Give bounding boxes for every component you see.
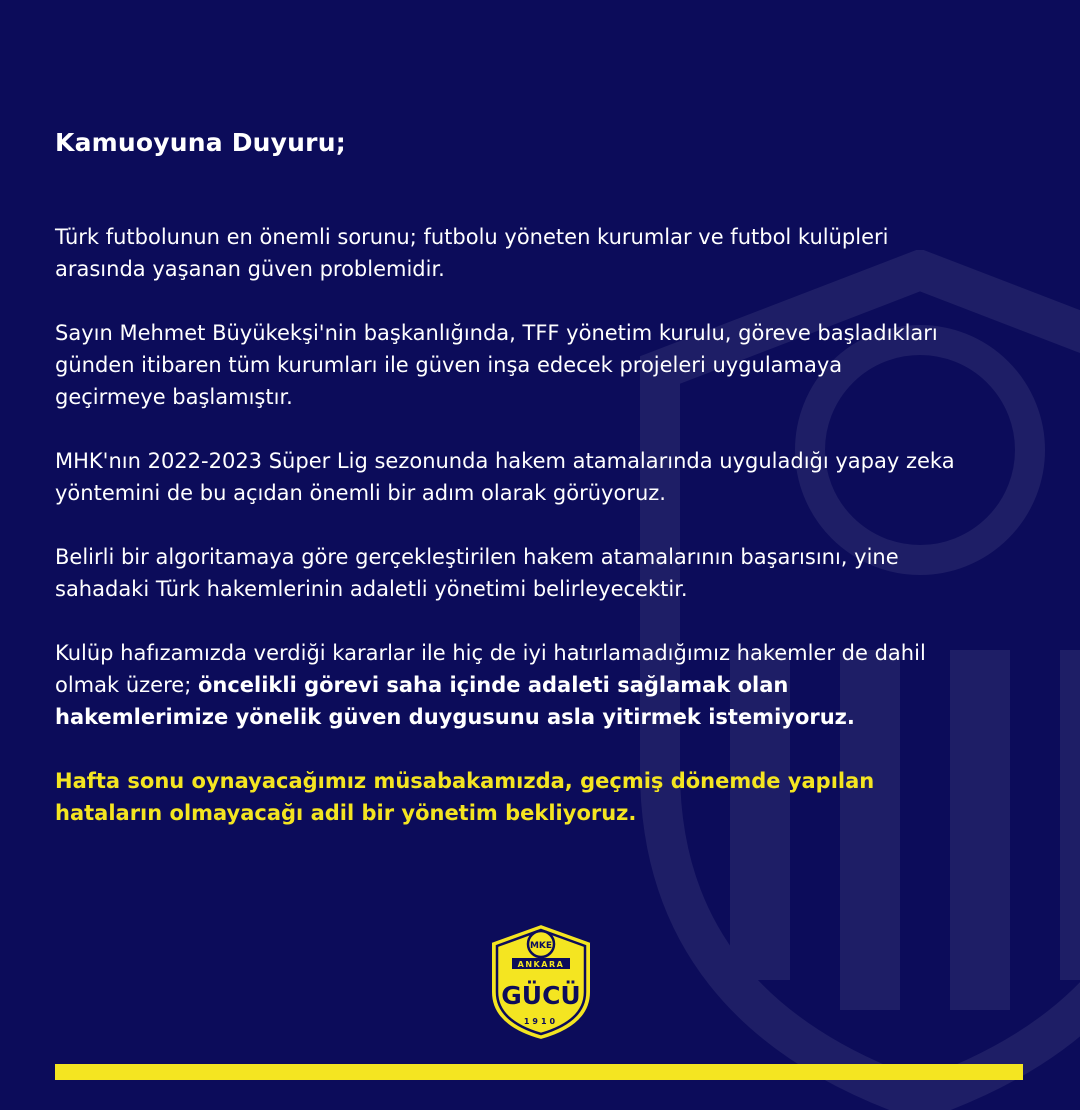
paragraph-1: Türk futbolunun en önemli sorunu; futbolu yöneten kurumlar ve futbol kulüpleri arasında yaşanan güven problemidir. xyxy=(55,225,889,281)
logo-city: ANKARA xyxy=(517,960,565,969)
logo-name: GÜCÜ xyxy=(501,981,581,1010)
logo-monogram: MKE xyxy=(529,941,553,951)
logo-year: 1910 xyxy=(523,1017,559,1026)
page-title: Kamuoyuna Duyuru; xyxy=(55,128,346,157)
paragraph-6-highlight: Hafta sonu oynayacağımız müsabakamızda, geçmiş dönemde yapılan hataların olmayacağı adil bir yönetim bekliyoruz. xyxy=(55,769,875,825)
bottom-accent-bar xyxy=(55,1064,1023,1080)
ankaragucu-logo-icon xyxy=(488,922,594,1042)
paragraph-4: Belirli bir algoritamaya göre gerçekleştirilen hakem atamalarının başarısını, yine sahadaki Türk hakemlerinin adaletli yönetimi belirleyecektir. xyxy=(55,545,899,601)
paragraph-2: Sayın Mehmet Büyükekşi'nin başkanlığında, TFF yönetim kurulu, göreve başladıkları günden itibaren tüm kurumları ile güven inşa edecek projeleri uygulamaya geçirmeye başlamıştır. xyxy=(55,321,938,409)
paragraph-5-bold: öncelikli görevi saha içinde adaleti sağlamak olan hakemlerimize yönelik güven duygusunu asla yitirmek istemiyoruz. xyxy=(55,673,855,729)
announcement xyxy=(55,128,955,861)
paragraph-5 xyxy=(55,637,955,733)
paragraph-3: MHK'nın 2022-2023 Süper Lig sezonunda hakem atamalarında uyguladığı yapay zeka yöntemini de bu açıdan önemli bir adım olarak görüyoruz. xyxy=(55,449,955,505)
paragraph-5-regular: Kulüp hafızamızda verdiği kararlar ile hiç de iyi hatırlamadığımız hakemler de dahil olmak üzere; xyxy=(55,641,926,697)
